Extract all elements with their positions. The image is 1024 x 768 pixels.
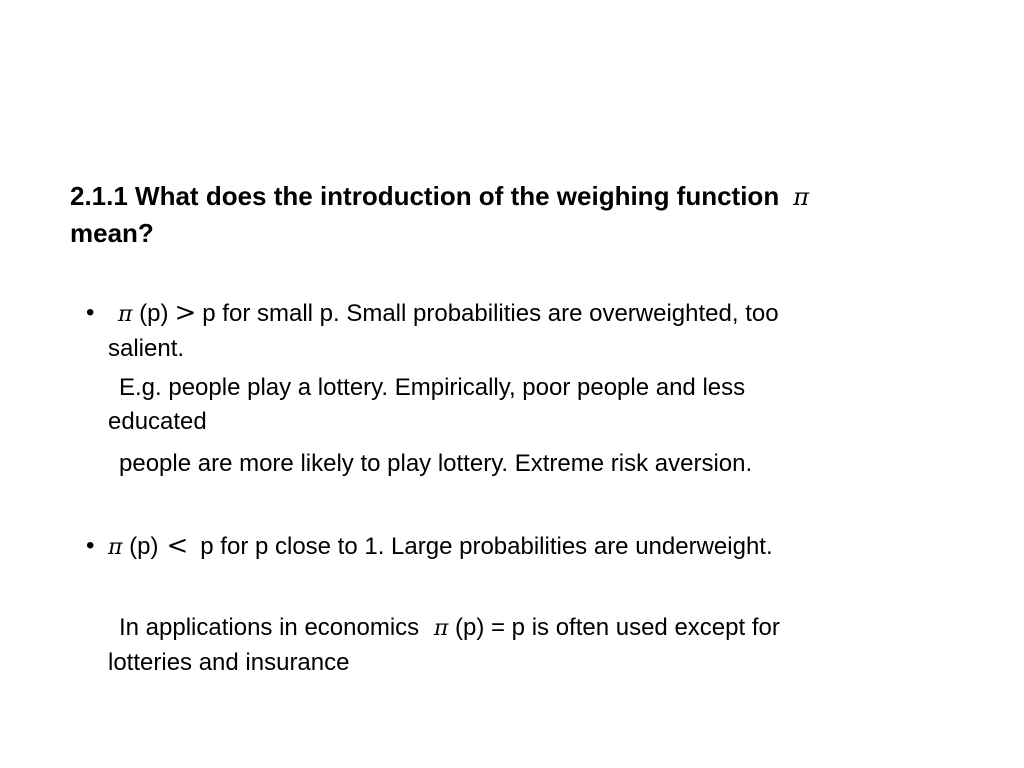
bullet-content [108,296,916,366]
pi-symbol: π [108,535,123,560]
pi-argument: (p) [139,300,169,327]
less-than-operator: < [166,531,189,561]
bullet-item-underweight [86,529,916,565]
bullet-text-continued: salient. [108,335,185,362]
bullet-text: p for p close to 1. Large probabilities are underweight. [200,533,773,560]
example-line-3: people are more likely to play lottery. Extreme risk aversion. [119,450,753,477]
title-text: 2.1.1 What does the introduction of the weighing function [70,181,780,211]
applications-line-2: lotteries and insurance [108,649,350,676]
slide-title [70,178,970,251]
bullet-marker: • [86,299,95,326]
bullet-content [108,529,916,565]
applications-text-continued: p is often used except for [511,614,780,641]
applications-paragraph [108,611,918,680]
applications-text: In applications in economics [119,614,420,641]
pi-symbol: π [118,302,133,327]
example-paragraph [108,371,918,439]
bullet-item-overweight [86,296,916,366]
greater-than-operator: > [174,298,197,328]
title-tail: mean? [70,218,154,248]
example-paragraph-continued [108,447,918,481]
example-line-2: educated [108,408,207,435]
bullet-marker: • [86,532,95,559]
bullet-text: p for small p. Small probabilities are overweighted, too [202,300,779,327]
pi-argument: (p) = [454,614,505,641]
pi-argument: (p) [129,533,159,560]
pi-symbol: π [433,616,449,641]
pi-symbol: π [793,183,809,211]
example-line-1: E.g. people play a lottery. Empirically, poor people and less [119,374,746,401]
